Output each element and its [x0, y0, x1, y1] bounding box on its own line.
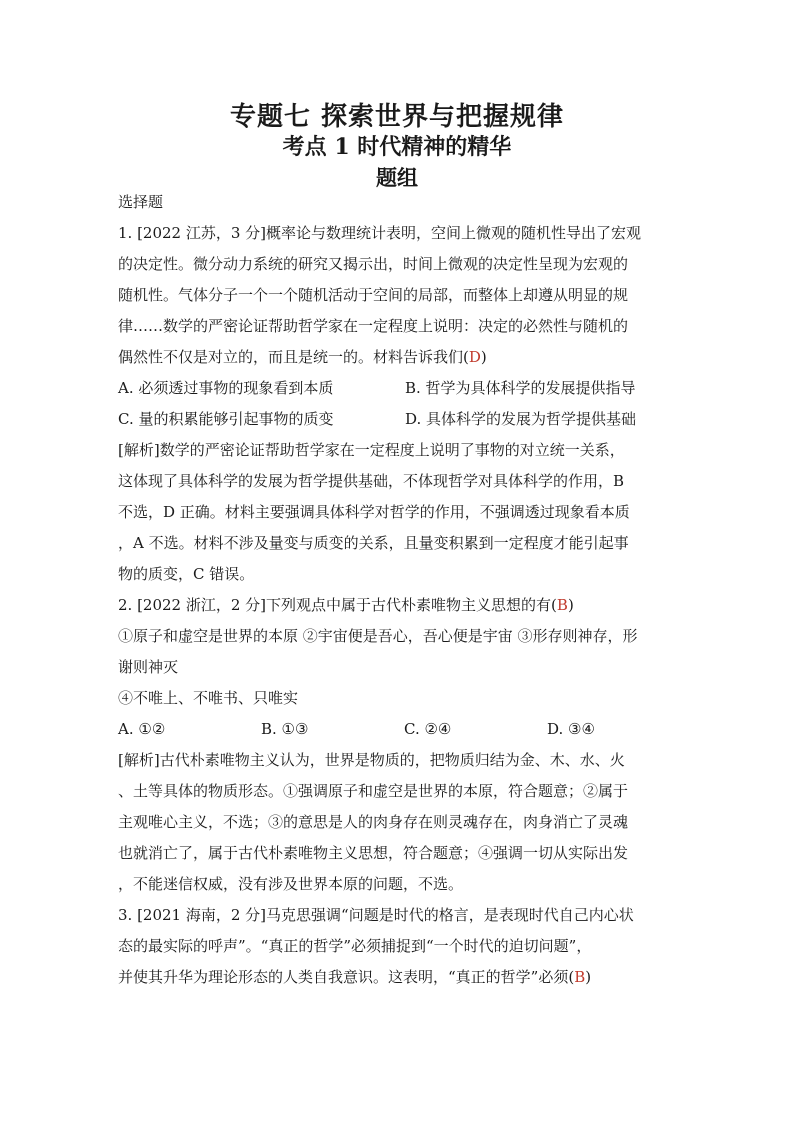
q1-analysis-line: [解析]数学的严密论证帮助哲学家在一定程度上说明了事物的对立统一关系，: [118, 441, 625, 459]
q2-analysis-line: 、土等具体的物质形态。①强调原子和虚空是世界的本原，符合题意；②属于: [118, 782, 629, 800]
q2-option-d: D. ③④: [547, 720, 595, 738]
q2-stem-close: ): [567, 596, 574, 614]
q1-stem-line: 1. [2022 江苏，3 分]概率论与数理统计表明，空间上微观的随机性导出了宏观: [118, 224, 642, 242]
q2-stem-text: 2. [2022 浙江，2 分]下列观点中属于古代朴素唯物主义思想的有(: [118, 596, 557, 614]
q3-answer: B: [574, 968, 586, 986]
section-label: 选择题: [118, 193, 164, 211]
q1-analysis-line: 这体现了具体科学的发展为哲学提供基础，不体现哲学对具体科学的作用，B: [118, 472, 625, 490]
q1-option-b: B. 哲学为具体科学的发展提供指导: [405, 379, 636, 397]
question-content: [118, 187, 678, 993]
q1-stem-line: 随机性。气体分子一个一个随机活动于空间的局部，而整体上却遵从明显的规: [118, 286, 629, 304]
q3-stem-close: ): [585, 968, 592, 986]
q2-option-b: B. ①③: [261, 720, 309, 738]
q1-stem-close: ): [480, 348, 487, 366]
q1-stem-text: 偶然性不仅是对立的，而且是统一的。材料告诉我们(: [118, 348, 469, 366]
q2-answer: B: [556, 596, 568, 614]
q1-options-row: [118, 404, 678, 435]
q2-option-c: C. ②④: [404, 720, 452, 738]
q2-options-row: [118, 714, 678, 745]
q1-option-c: C. 量的积累能够引起事物的质变: [118, 410, 334, 428]
q3-stem-last-line: [118, 962, 678, 993]
q1-analysis-line: ，A 不选。材料不涉及量变与质变的关系，且量变积累到一定程度才能引起事: [118, 534, 629, 552]
q2-analysis-line: 主观唯心主义，不选；③的意思是人的肉身存在则灵魂存在，肉身消亡了灵魂: [118, 813, 629, 831]
q1-analysis-line: 物的质变，C 错误。: [118, 565, 255, 583]
page-subtitle: 考点 1 时代精神的精华: [282, 134, 512, 160]
q1-options-row: [118, 373, 678, 404]
q2-item-line: 谢则神灭: [118, 658, 179, 676]
q2-item-line: ①原子和虚空是世界的本原 ②宇宙便是吾心，吾心便是宇宙 ③形存则神存，形: [118, 627, 638, 645]
q2-analysis-line: ，不能迷信权威，没有涉及世界本原的问题，不选。: [118, 875, 464, 893]
page-title: 专题七 探索世界与把握规律: [229, 102, 565, 132]
q3-stem-text: 并使其升华为理论形态的人类自我意识。这表明，“真正的哲学”必须(: [118, 968, 575, 986]
q1-stem-line: 律……数学的严密论证帮助哲学家在一定程度上说明：决定的必然性与随机的: [118, 317, 629, 335]
q2-item-line: ④不唯上、不唯书、只唯实: [118, 689, 299, 707]
q3-stem-line: 3. [2021 海南，2 分]马克思强调“问题是时代的格言，是表现时代自己内心状: [118, 906, 634, 924]
q2-analysis-line: [解析]古代朴素唯物主义认为，世界是物质的，把物质归结为金、木、水、火: [118, 751, 625, 769]
q3-stem-line: 态的最实际的呼声”。“真正的哲学”必须捕捉到“一个时代的迫切问题”，: [118, 937, 592, 955]
q1-analysis-line: 不选，D 正确。材料主要强调具体科学对哲学的作用，不强调透过现象看本质: [118, 503, 630, 521]
q1-answer: D: [468, 348, 481, 366]
q2-stem-line: [118, 590, 678, 621]
q1-stem-last-line: [118, 342, 678, 373]
q2-option-a: A. ①②: [118, 720, 166, 738]
q1-option-d: D. 具体科学的发展为哲学提供基础: [405, 410, 637, 428]
q1-option-a: A. 必须透过事物的现象看到本质: [118, 379, 334, 397]
q1-stem-line: 的决定性。微分动力系统的研究又揭示出，时间上微观的决定性呈现为宏观的: [118, 255, 629, 273]
q2-analysis-line: 也就消亡了，属于古代朴素唯物主义思想，符合题意；④强调一切从实际出发: [118, 844, 629, 862]
group-heading: 题组: [376, 165, 418, 190]
